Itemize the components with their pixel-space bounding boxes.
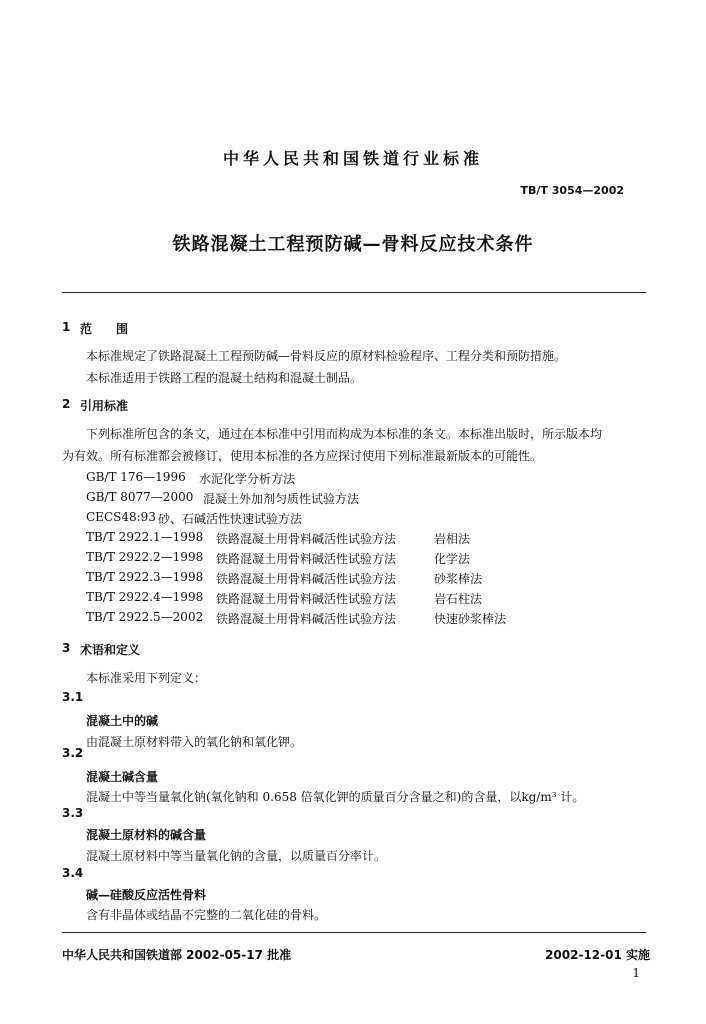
effective-date: 2002-12-01 实施 bbox=[545, 948, 650, 962]
term-definition: 混凝土中等当量氧化钠(氧化钠和 0.658 倍氧化钾的质量百分含量之和)的含量，以kg/m³ 计。 bbox=[86, 790, 585, 804]
term-definition: 由混凝土原材料带入的氧化钠和氧化钾。 bbox=[86, 735, 303, 749]
title-divider bbox=[62, 292, 646, 293]
reference-code: TB/T 2922.3—1998 bbox=[86, 570, 204, 584]
term-definition: 含有非晶体或结晶不完整的二氧化硅的骨料。 bbox=[86, 908, 327, 922]
reference-method: 岩相法 bbox=[434, 532, 471, 546]
reference-code: TB/T 2922.2—1998 bbox=[86, 550, 204, 564]
clause-number: 3.4 bbox=[62, 866, 84, 880]
reference-method: 快速砂浆棒法 bbox=[434, 612, 507, 626]
page-number: 1 bbox=[632, 966, 640, 980]
section-2-title: 引用标准 bbox=[80, 399, 129, 413]
section-1-title: 范 围 bbox=[80, 322, 135, 336]
section-3-number: 3 bbox=[62, 641, 71, 655]
section-1-number: 1 bbox=[62, 320, 71, 334]
reference-code: CECS48:93 bbox=[86, 510, 156, 524]
reference-name: 混凝土外加剂匀质性试验方法 bbox=[203, 492, 360, 506]
reference-code: GB/T 176—1996 bbox=[86, 470, 186, 484]
section-3-intro: 本标准采用下列定义： bbox=[86, 671, 207, 685]
clause-number: 3.1 bbox=[62, 690, 84, 704]
section-1-paragraph: 本标准适用于铁路工程的混凝土结构和混凝土制品。 bbox=[86, 371, 363, 385]
reference-name: 砂、石碱活性快速试验方法 bbox=[158, 512, 303, 526]
section-2-paragraph: 为有效。所有标准都会被修订，使用本标准的各方应探讨使用下列标准最新版本的可能性。 bbox=[62, 449, 543, 463]
reference-method: 化学法 bbox=[434, 552, 471, 566]
document-title: 铁路混凝土工程预防碱—骨料反应技术条件 bbox=[172, 234, 534, 255]
reference-method: 砂浆棒法 bbox=[434, 572, 483, 586]
clause-number: 3.2 bbox=[62, 746, 84, 760]
section-2-number: 2 bbox=[62, 397, 71, 411]
reference-name: 铁路混凝土用骨料碱活性试验方法 bbox=[216, 592, 397, 606]
reference-name: 铁路混凝土用骨料碱活性试验方法 bbox=[216, 532, 397, 546]
reference-name: 铁路混凝土用骨料碱活性试验方法 bbox=[216, 572, 397, 586]
reference-name: 铁路混凝土用骨料碱活性试验方法 bbox=[216, 612, 397, 626]
reference-code: TB/T 2922.1—1998 bbox=[86, 530, 204, 544]
section-1-paragraph: 本标准规定了铁路混凝土工程预防碱—骨料反应的原材料检验程序、工程分类和预防措施。 bbox=[86, 349, 567, 363]
clause-number: 3.3 bbox=[62, 806, 84, 820]
term-heading: 混凝土碱含量 bbox=[86, 770, 159, 784]
section-3-title: 术语和定义 bbox=[80, 643, 141, 657]
standard-code: TB/T 3054—2002 bbox=[520, 184, 624, 197]
issuer-approval: 中华人民共和国铁道部 2002-05-17 批准 bbox=[62, 948, 292, 962]
section-2-paragraph: 下列标准所包含的条文，通过在本标准中引用而构成为本标准的条文。本标准出版时，所示版本均 bbox=[86, 427, 603, 441]
footer-divider bbox=[62, 932, 646, 933]
reference-method: 岩石柱法 bbox=[434, 592, 483, 606]
term-heading: 混凝土原材料的碱含量 bbox=[86, 828, 207, 842]
reference-code: TB/T 2922.4—1998 bbox=[86, 590, 204, 604]
term-definition: 混凝土原材料中等当量氧化钠的含量，以质量百分率计。 bbox=[86, 849, 387, 863]
reference-name: 铁路混凝土用骨料碱活性试验方法 bbox=[216, 552, 397, 566]
document-org-header: 中华人民共和国铁道行业标准 bbox=[222, 149, 483, 168]
reference-code: TB/T 2922.5—2002 bbox=[86, 610, 204, 624]
term-heading: 碱—硅酸反应活性骨料 bbox=[86, 888, 207, 902]
reference-name: 水泥化学分析方法 bbox=[199, 472, 296, 486]
reference-code: GB/T 8077—2000 bbox=[86, 490, 194, 504]
term-heading: 混凝土中的碱 bbox=[86, 714, 159, 728]
